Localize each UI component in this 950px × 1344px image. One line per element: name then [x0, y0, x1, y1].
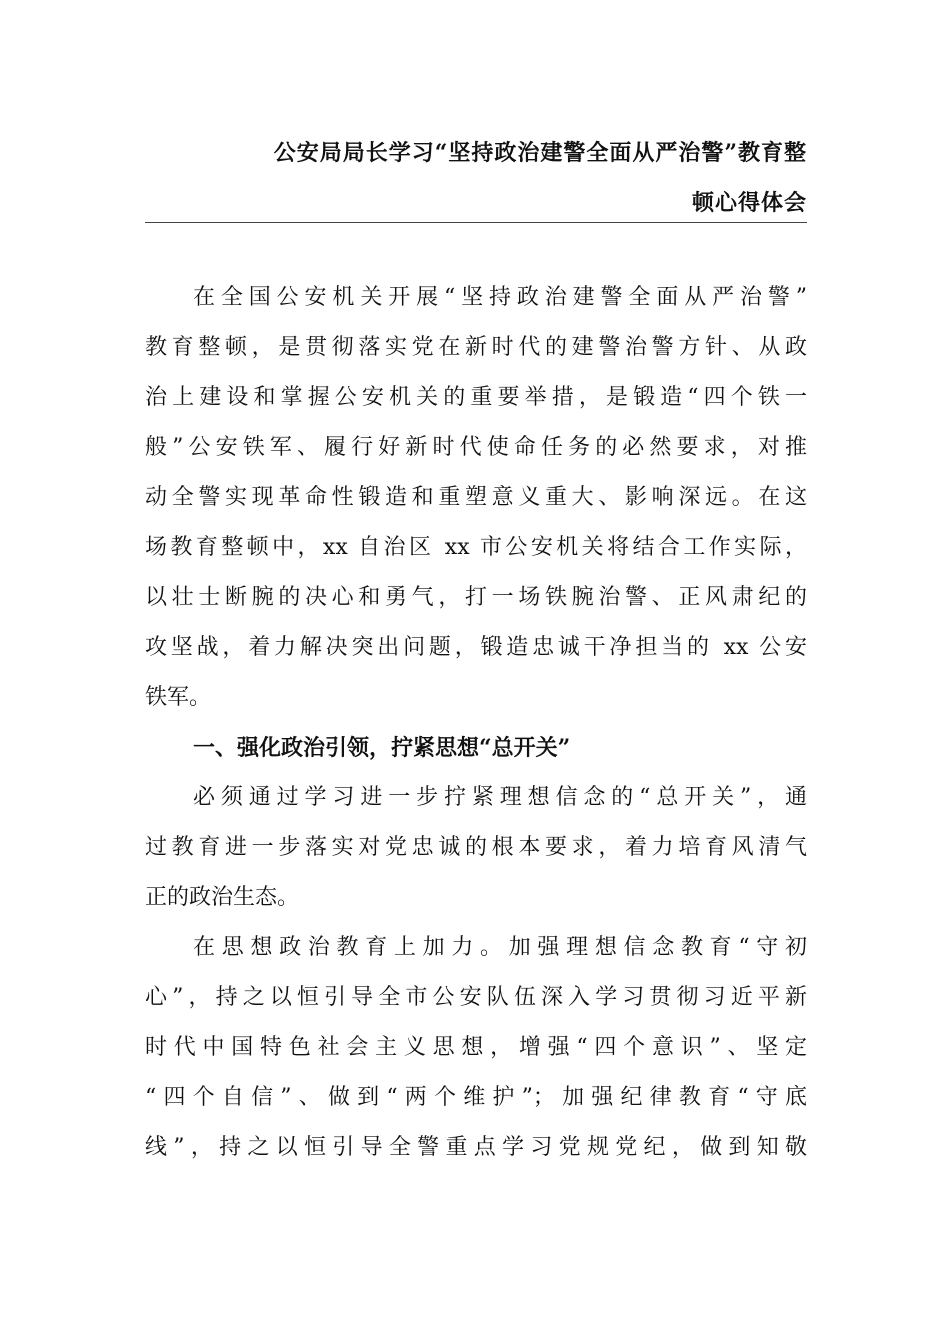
paragraph-line: 般”公安铁军、履行好新时代使命任务的必然要求，对推 — [145, 435, 807, 460]
paragraph-line: 正的政治生态。 — [145, 885, 300, 910]
paragraph-line: “四个自信”、做到“两个维护”；加强纪律教育“守底 — [145, 1085, 807, 1110]
paragraph-line: 线”，持之以恒引导全警重点学习党规党纪，做到知敬 — [145, 1135, 807, 1160]
paragraph-line: 在思想政治教育上加力。加强理想信念教育“守初 — [193, 935, 807, 960]
paragraph-line: 过教育进一步落实对党忠诚的根本要求，着力培育风清气 — [145, 835, 807, 860]
title-divider — [145, 222, 807, 223]
section-heading-text: 一、强化政治引领，拧紧思想“总开关” — [193, 735, 571, 761]
paragraph-line: 以壮士断腕的决心和勇气，打一场铁腕治警、正风肃纪的 — [145, 585, 807, 610]
paragraph-line: 攻坚战，着力解决突出问题，锻造忠诚干净担当的 xx 公安 — [145, 635, 807, 660]
section-heading — [145, 723, 807, 773]
paragraph-ideology-education — [145, 923, 807, 1173]
paragraph-line: 必须通过学习进一步拧紧理想信念的“总开关”，通 — [193, 785, 807, 810]
paragraph-line: 教育整顿，是贯彻落实党在新时代的建警治警方针、从政 — [145, 335, 807, 360]
document-title — [145, 128, 807, 228]
paragraph-line: 治上建设和掌握公安机关的重要举措，是锻造“四个铁一 — [145, 385, 807, 410]
paragraph-intro — [145, 273, 807, 723]
paragraph-line: 心”，持之以恒引导全市公安队伍深入学习贯彻习近平新 — [145, 985, 807, 1010]
title-line-1: 公安局局长学习“坚持政治建警全面从严治警”教育整 — [273, 140, 807, 166]
paragraph-line: 动全警实现革命性锻造和重塑意义重大、影响深远。在这 — [145, 485, 807, 510]
paragraph-line: 在全国公安机关开展“坚持政治建警全面从严治警” — [193, 285, 807, 310]
paragraph-line: 时代中国特色社会主义思想，增强“四个意识”、坚定 — [145, 1035, 807, 1060]
paragraph-line: 场教育整顿中，xx 自治区 xx 市公安机关将结合工作实际， — [145, 535, 807, 560]
title-line-2: 顿心得体会 — [691, 190, 807, 216]
paragraph-section-intro — [145, 773, 807, 923]
document-body — [145, 273, 807, 1173]
paragraph-line: 铁军。 — [145, 685, 212, 710]
